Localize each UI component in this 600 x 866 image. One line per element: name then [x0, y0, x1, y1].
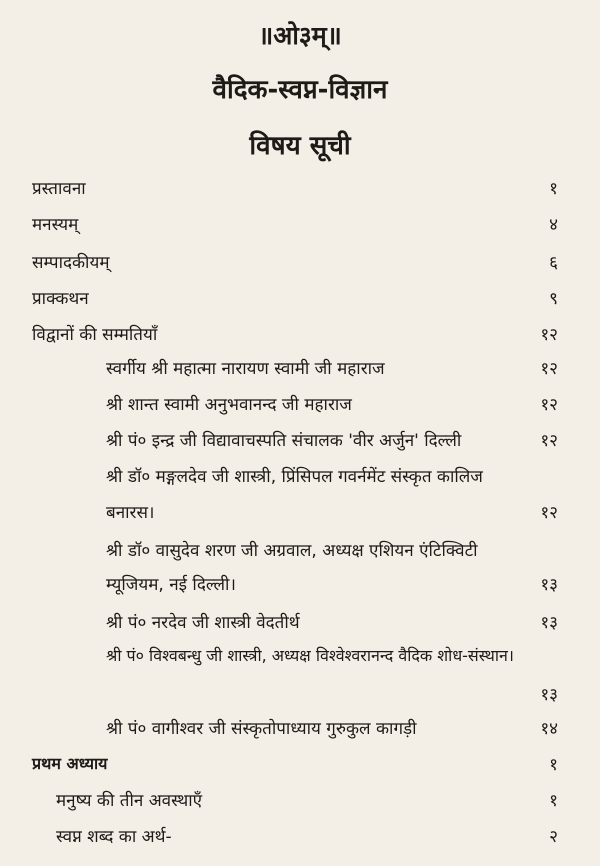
- toc-label: प्रथम अध्याय: [32, 754, 108, 773]
- toc-entry: [0, 464, 600, 498]
- toc-page: १३: [540, 575, 558, 595]
- toc-page: ६: [549, 253, 558, 273]
- toc-label: स्वप्न शब्द का अर्थ-: [56, 827, 172, 847]
- toc-entry: [0, 572, 600, 606]
- toc-label: प्राक्कथन: [32, 289, 89, 309]
- toc-label: श्री डॉ० वासुदेव शरण जी अग्रवाल, अध्यक्ष एशियन एंटिक्विटी: [106, 541, 478, 561]
- toc-entry: [0, 716, 600, 750]
- toc-entry: [0, 356, 600, 390]
- toc-entry: [0, 212, 600, 246]
- toc-page: १३: [540, 685, 558, 705]
- toc-page: १: [549, 179, 558, 199]
- toc-label: सम्पादकीयम्: [32, 253, 110, 273]
- contents-heading: विषय सूची: [249, 131, 351, 161]
- toc-entry: [0, 610, 600, 644]
- toc-label: म्यूजियम, नई दिल्ली।: [106, 575, 236, 595]
- toc-page: २: [549, 827, 558, 847]
- toc-label: मनस्यम्: [32, 215, 79, 235]
- toc-entry: [0, 322, 600, 356]
- toc-entry: [0, 176, 600, 210]
- toc-page: १२: [540, 325, 558, 345]
- toc-page: ४: [549, 215, 558, 235]
- toc-page: १२: [540, 359, 558, 379]
- book-title: वैदिक-स्वप्न-विज्ञान: [212, 75, 388, 105]
- toc-entry: [0, 250, 600, 284]
- toc-page: १: [549, 755, 558, 775]
- toc-entry: [0, 788, 600, 822]
- toc-label: श्री पं० वागीश्वर जी संस्कृतोपाध्याय गुरुकुल कागड़ी: [106, 719, 417, 739]
- toc-label: श्री पं० नरदेव जी शास्त्री वेदतीर्थ: [106, 613, 300, 633]
- toc-page: १२: [540, 395, 558, 415]
- toc-entry: [0, 500, 600, 534]
- toc-entry: [0, 428, 600, 462]
- toc-entry: [0, 286, 600, 320]
- toc-label: श्री पं० विश्वबन्धु जी शास्त्री, अध्यक्ष विश्वेश्वरानन्द वैदिक शोध-संस्थान।: [106, 646, 514, 665]
- om-heading: ॥ओ३म्॥: [258, 21, 342, 50]
- toc-page: १२: [540, 431, 558, 451]
- toc-page: १: [549, 791, 558, 811]
- toc-page: १४: [540, 719, 558, 739]
- toc-entry: [0, 644, 600, 678]
- toc-label: प्रस्तावना: [32, 179, 86, 199]
- toc-entry: [0, 824, 600, 858]
- toc-entry: [0, 392, 600, 426]
- toc-chapter-entry: [0, 752, 600, 786]
- toc-entry: [0, 682, 600, 716]
- toc-label: श्री डॉ० मङ्गलदेव जी शास्त्री, प्रिंसिपल गवर्नमेंट संस्कृत कालिज: [106, 467, 483, 487]
- toc-label: स्वर्गीय श्री महात्मा नारायण स्वामी जी महाराज: [106, 359, 385, 379]
- toc-label: श्री शान्त स्वामी अनुभवानन्द जी महाराज: [106, 395, 352, 415]
- toc-label: मनुष्य की तीन अवस्थाएँ: [56, 791, 203, 811]
- toc-label: बनारस।: [106, 503, 155, 523]
- toc-page: ९: [549, 289, 558, 309]
- toc-entry: [0, 538, 600, 572]
- toc-page: १२: [540, 503, 558, 523]
- toc-label: विद्वानों की सम्मतियाँ: [32, 325, 158, 345]
- toc-label: श्री पं० इन्द्र जी विद्यावाचस्पति संचालक 'वीर अर्जुन' दिल्ली: [106, 431, 462, 451]
- toc-page: १३: [540, 613, 558, 633]
